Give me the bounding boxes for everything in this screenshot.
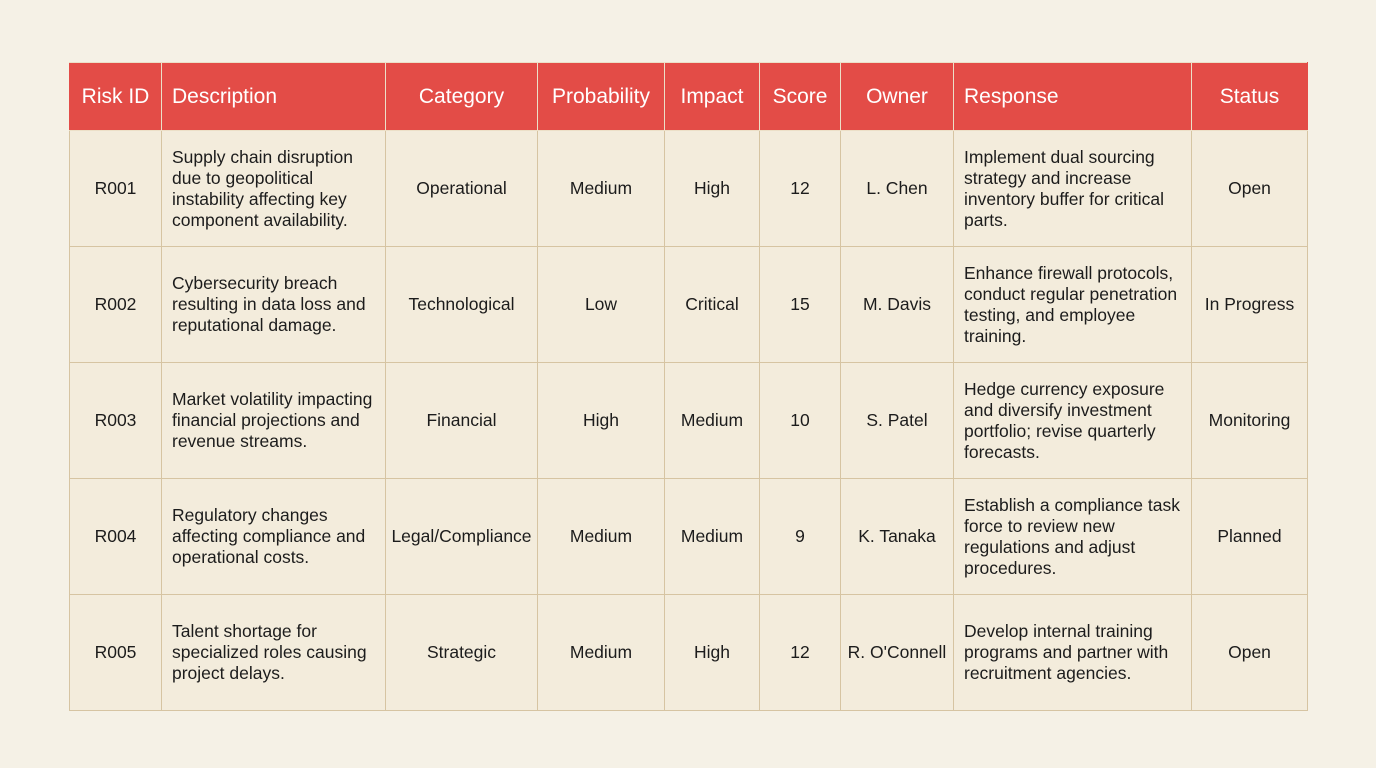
probability-cell: Medium xyxy=(538,131,665,247)
table-body xyxy=(70,131,1308,711)
status-cell: Open xyxy=(1192,131,1308,247)
description-cell: Cybersecurity breach resulting in data loss and reputational damage. xyxy=(162,247,386,363)
response-cell: Establish a compliance task force to review new regulations and adjust procedures. xyxy=(954,479,1192,595)
status-cell: In Progress xyxy=(1192,247,1308,363)
status-cell: Planned xyxy=(1192,479,1308,595)
owner-cell: R. O'Connell xyxy=(841,595,954,711)
column-header-response[interactable]: Response xyxy=(954,63,1192,131)
response-cell: Develop internal training programs and partner with recruitment agencies. xyxy=(954,595,1192,711)
probability-cell: Medium xyxy=(538,595,665,711)
response-cell: Hedge currency exposure and diversify investment portfolio; revise quarterly forecasts. xyxy=(954,363,1192,479)
table-row[interactable] xyxy=(70,247,1308,363)
probability-cell: Low xyxy=(538,247,665,363)
probability-cell: Medium xyxy=(538,479,665,595)
owner-cell: K. Tanaka xyxy=(841,479,954,595)
table-row[interactable] xyxy=(70,479,1308,595)
risk-id-cell: R004 xyxy=(70,479,162,595)
risk-register-table xyxy=(69,62,1308,711)
category-cell: Technological xyxy=(386,247,538,363)
column-header-category[interactable]: Category xyxy=(386,63,538,131)
risk-id-cell: R005 xyxy=(70,595,162,711)
score-cell: 12 xyxy=(760,595,841,711)
column-header-status[interactable]: Status xyxy=(1192,63,1308,131)
impact-cell: Medium xyxy=(665,363,760,479)
score-cell: 12 xyxy=(760,131,841,247)
description-cell: Supply chain disruption due to geopolitical instability affecting key component availability. xyxy=(162,131,386,247)
probability-cell: High xyxy=(538,363,665,479)
risk-id-cell: R001 xyxy=(70,131,162,247)
table-header xyxy=(70,63,1308,131)
risk-id-cell: R002 xyxy=(70,247,162,363)
category-cell: Operational xyxy=(386,131,538,247)
impact-cell: Medium xyxy=(665,479,760,595)
table-row[interactable] xyxy=(70,131,1308,247)
risk-id-cell: R003 xyxy=(70,363,162,479)
response-cell: Enhance firewall protocols, conduct regular penetration testing, and employee training. xyxy=(954,247,1192,363)
owner-cell: M. Davis xyxy=(841,247,954,363)
impact-cell: High xyxy=(665,595,760,711)
column-header-description[interactable]: Description xyxy=(162,63,386,131)
status-cell: Monitoring xyxy=(1192,363,1308,479)
description-cell: Regulatory changes affecting compliance and operational costs. xyxy=(162,479,386,595)
header-row xyxy=(70,63,1308,131)
score-cell: 10 xyxy=(760,363,841,479)
table-row[interactable] xyxy=(70,363,1308,479)
description-cell: Market volatility impacting financial projections and revenue streams. xyxy=(162,363,386,479)
category-cell: Legal/Compliance xyxy=(386,479,538,595)
owner-cell: L. Chen xyxy=(841,131,954,247)
response-cell: Implement dual sourcing strategy and increase inventory buffer for critical parts. xyxy=(954,131,1192,247)
category-cell: Financial xyxy=(386,363,538,479)
description-cell: Talent shortage for specialized roles causing project delays. xyxy=(162,595,386,711)
column-header-risk-id[interactable]: Risk ID xyxy=(70,63,162,131)
status-cell: Open xyxy=(1192,595,1308,711)
column-header-impact[interactable]: Impact xyxy=(665,63,760,131)
column-header-owner[interactable]: Owner xyxy=(841,63,954,131)
impact-cell: High xyxy=(665,131,760,247)
owner-cell: S. Patel xyxy=(841,363,954,479)
column-header-probability[interactable]: Probability xyxy=(538,63,665,131)
category-cell: Strategic xyxy=(386,595,538,711)
column-header-score[interactable]: Score xyxy=(760,63,841,131)
impact-cell: Critical xyxy=(665,247,760,363)
score-cell: 9 xyxy=(760,479,841,595)
table-row[interactable] xyxy=(70,595,1308,711)
score-cell: 15 xyxy=(760,247,841,363)
